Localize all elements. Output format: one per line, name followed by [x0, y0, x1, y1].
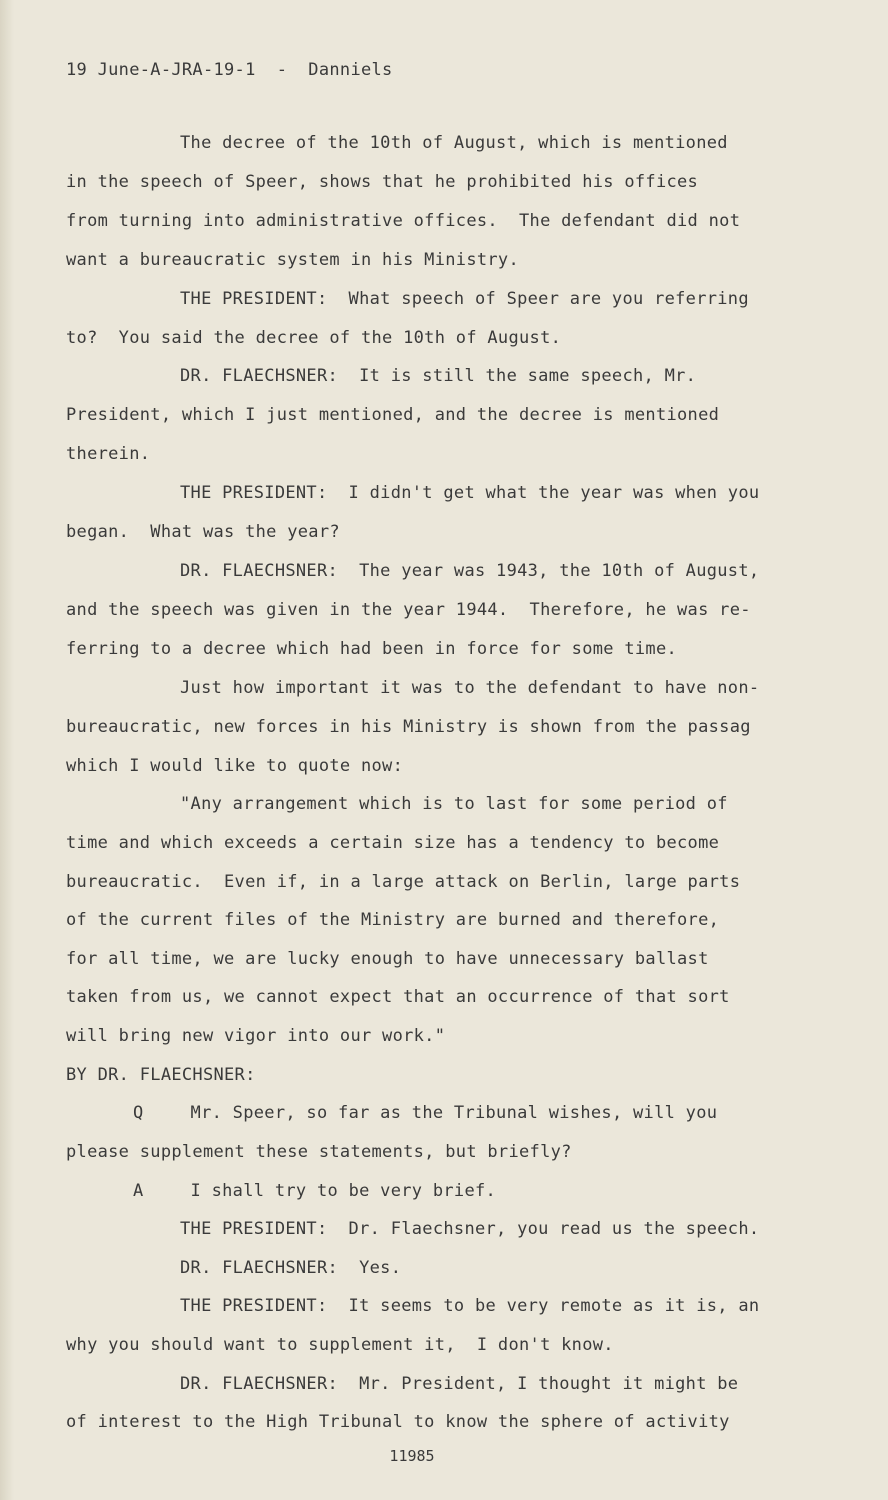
quote-line: will bring new vigor into our work." [66, 1026, 446, 1046]
text-line: bureaucratic, new forces in his Ministry is shown from the passag [66, 717, 751, 737]
text-line: THE PRESIDENT: What speech of Speer are you referring [180, 289, 749, 309]
quote-line: "Any arrangement which is to last for some period of [180, 794, 728, 814]
page-number: 11985 [389, 1447, 435, 1465]
text-line: in the speech of Speer, shows that he prohibited his offices [66, 172, 699, 192]
text-line: of interest to the High Tribunal to know the sphere of activity [66, 1412, 730, 1432]
page-header: 19 June-A-JRA-19-1 - Danniels [66, 60, 393, 80]
text-line: and the speech was given in the year 1944. Therefore, he was re- [66, 600, 751, 620]
text-line: want a bureaucratic system in his Ministry. [66, 250, 519, 270]
text-line: from turning into administrative offices. The defendant did not [66, 211, 741, 231]
text-line: please supplement these statements, but briefly? [66, 1142, 572, 1162]
text-line: therein. [66, 444, 151, 464]
text-line: DR. FLAECHSNER: The year was 1943, the 10th of August, [180, 561, 760, 581]
question-text: Mr. Speer, so far as the Tribunal wishes, will you [190, 1103, 718, 1123]
question-line [0, 1103, 888, 1123]
text-line: The decree of the 10th of August, which is mentioned [180, 133, 728, 153]
text-line: which I would like to quote now: [66, 756, 404, 776]
quote-line: bureaucratic. Even if, in a large attack on Berlin, large parts [66, 872, 741, 892]
quote-line: for all time, we are lucky enough to have unnecessary ballast [66, 949, 709, 969]
text-line: began. What was the year? [66, 522, 340, 542]
text-line: THE PRESIDENT: It seems to be very remote as it is, an [180, 1296, 760, 1316]
text-line: DR. FLAECHSNER: It is still the same speech, Mr. [180, 366, 697, 386]
examiner-heading: BY DR. FLAECHSNER: [66, 1065, 256, 1085]
quote-line: of the current files of the Ministry are burned and therefore, [66, 910, 720, 930]
quote-line: time and which exceeds a certain size has a tendency to become [66, 833, 720, 853]
text-line: why you should want to supplement it, I don't know. [66, 1335, 614, 1355]
text-line: DR. FLAECHSNER: Mr. President, I thought it might be [180, 1374, 739, 1394]
answer-line [0, 1181, 888, 1201]
answer-marker: A [133, 1181, 144, 1201]
page-number-row [0, 1447, 888, 1465]
text-line: THE PRESIDENT: Dr. Flaechsner, you read us the speech. [180, 1219, 760, 1239]
text-line: ferring to a decree which had been in force for some time. [66, 639, 678, 659]
question-marker: Q [133, 1103, 144, 1123]
text-line: President, which I just mentioned, and the decree is mentioned [66, 405, 720, 425]
quote-line: taken from us, we cannot expect that an occurrence of that sort [66, 987, 730, 1007]
text-line: THE PRESIDENT: I didn't get what the year was when you [180, 483, 760, 503]
text-line: DR. FLAECHSNER: Yes. [180, 1258, 402, 1278]
text-line: Just how important it was to the defendant to have non- [180, 678, 760, 698]
answer-text: I shall try to be very brief. [190, 1181, 497, 1201]
text-line: to? You said the decree of the 10th of August. [66, 328, 562, 348]
